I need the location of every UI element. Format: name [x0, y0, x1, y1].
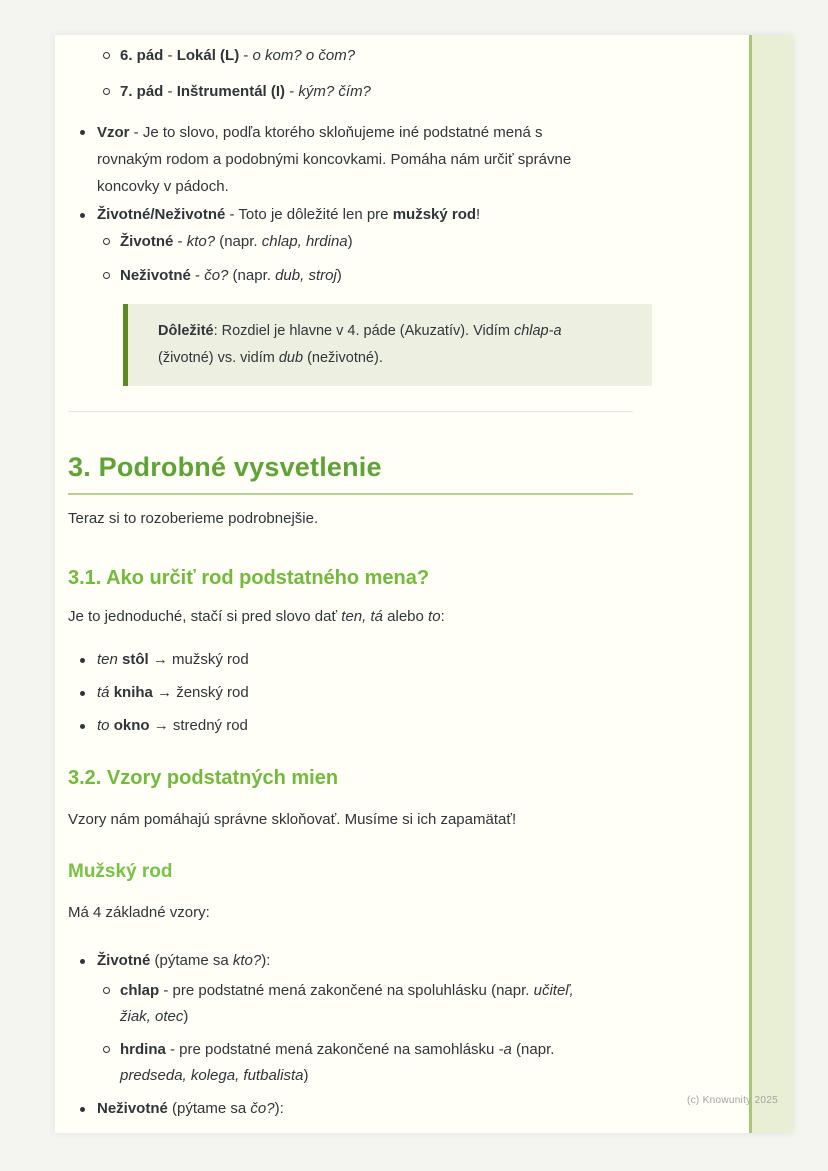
callout-important — [123, 304, 652, 386]
disc-bullet-icon — [80, 948, 97, 964]
list-item-text: Životné/Neživotné - Toto je dôležité len pre mužský rod! — [97, 206, 481, 223]
circle-bullet-icon — [103, 1037, 120, 1053]
section-divider — [68, 411, 633, 412]
list-item-text: Životné - kto? (napr. chlap, hrdina) — [120, 233, 353, 250]
case-sublist — [68, 43, 633, 105]
list-item — [103, 978, 633, 1030]
list-item — [103, 229, 633, 254]
section-heading: 3. Podrobné vysvetlenie — [68, 450, 633, 495]
zivotne-sublist — [97, 229, 633, 288]
disc-bullet-icon — [80, 119, 97, 135]
list-item-text: Neživotné - čo? (napr. dub, stroj) — [120, 267, 342, 284]
circle-bullet-icon — [103, 43, 120, 59]
callout-text: Dôležité: Rozdiel je hlavne v 4. páde (Akuzatív). Vidím chlap-a (životné) vs. vidím dub (neživotné). — [158, 323, 562, 366]
list-item-text: chlap - pre podstatné mená zakončené na spoluhlásku (napr. učiteľ, žiak, otec) — [120, 982, 574, 1025]
document-page — [55, 35, 793, 1133]
list-item — [80, 713, 633, 739]
list-item-zivotne-group — [80, 202, 633, 288]
muzsky-patterns-list — [68, 948, 633, 1121]
circle-bullet-icon — [103, 229, 120, 245]
list-item-text: Neživotné (pýtame sa čo?): — [97, 1100, 284, 1117]
circle-bullet-icon — [103, 79, 120, 95]
gender-examples-list — [68, 647, 633, 739]
list-item — [103, 263, 633, 288]
list-item-text: ten stôl → mužský rod — [97, 651, 249, 668]
list-item — [103, 1037, 633, 1089]
list-item-text: Životné (pýtame sa kto?): — [97, 952, 271, 969]
subsection-lead-32: Vzory nám pomáhajú správne skloňovať. Musíme si ich zapamätať! — [68, 811, 517, 828]
list-item-vzor — [80, 119, 633, 200]
list-item-text: Vzor - Je to slovo, podľa ktorého skloňujeme iné podstatné mená s rovnakým rodom a podobnými koncovkami. Pomáha nám určiť správne koncovky v pádoch. — [97, 124, 572, 195]
list-item-text: to okno → stredný rod — [97, 717, 248, 734]
list-item-text: 7. pád - Inštrumentál (I) - kým? čím? — [120, 83, 371, 100]
list-item-text: hrdina - pre podstatné mená zakončené na samohlásku -a (napr. predseda, kolega, futbalista) — [120, 1041, 555, 1084]
section-intro: Teraz si to rozoberieme podrobnejšie. — [68, 510, 319, 527]
page-edge-strip — [749, 35, 793, 1133]
subsection-heading-31: 3.1. Ako určiť rod podstatného mena? — [68, 567, 430, 589]
list-item — [80, 680, 633, 706]
list-item — [80, 647, 633, 673]
subsection-lead-31: Je to jednoduché, stačí si pred slovo dať ten, tá alebo to: — [68, 608, 445, 625]
page-content — [68, 35, 633, 1121]
disc-bullet-icon — [80, 202, 97, 218]
muzsky-lead: Má 4 základné vzory: — [68, 904, 210, 921]
zivotne-patterns-sublist — [97, 978, 633, 1089]
disc-bullet-icon — [80, 1096, 97, 1112]
list-item-text: tá kniha → ženský rod — [97, 684, 249, 701]
circle-bullet-icon — [103, 978, 120, 994]
disc-bullet-icon — [80, 680, 97, 696]
disc-bullet-icon — [80, 713, 97, 729]
disc-bullet-icon — [80, 647, 97, 663]
list-item-zivotne-patterns — [80, 948, 633, 1089]
list-item-text: 6. pád - Lokál (L) - o kom? o čom? — [120, 47, 356, 64]
circle-bullet-icon — [103, 263, 120, 279]
gender-heading-muzsky: Mužský rod — [68, 861, 173, 882]
list-item-nezivotne-patterns — [80, 1096, 633, 1121]
list-item — [103, 43, 633, 69]
list-item — [103, 79, 633, 105]
subsection-heading-32: 3.2. Vzory podstatných mien — [68, 767, 339, 789]
copyright-watermark: (c) Knowunity 2025 — [686, 1095, 778, 1106]
terms-list — [68, 119, 633, 288]
